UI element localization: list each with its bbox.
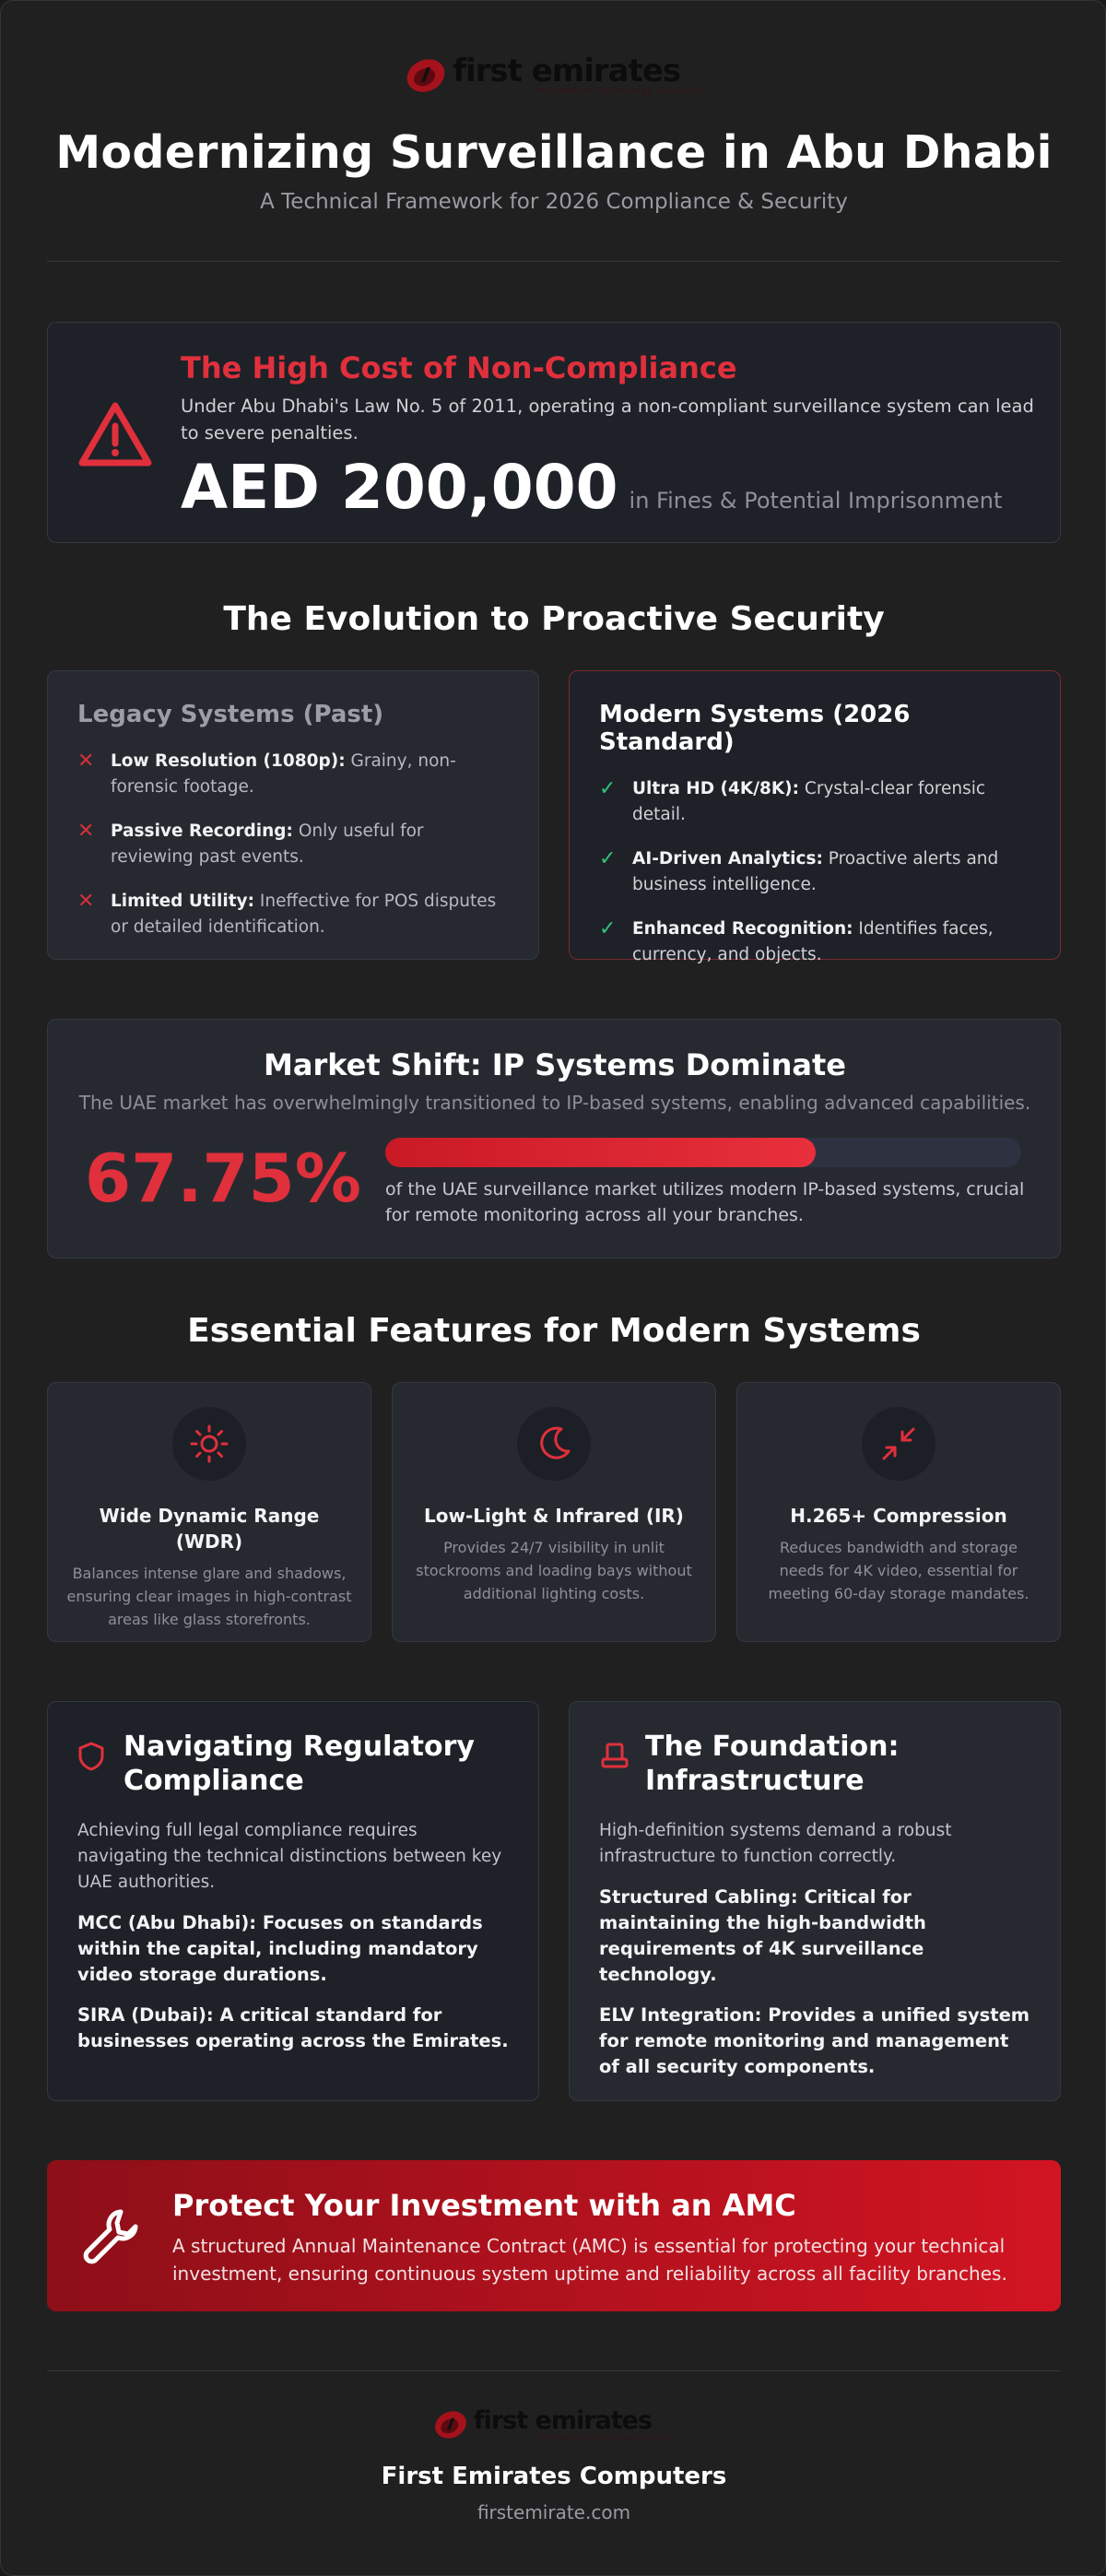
market-title: Market Shift: IP Systems Dominate [264,1047,846,1082]
moon-icon [517,1407,591,1481]
shield-icon [77,1741,124,1776]
modern-title: Modern Systems (2026 Standard) [599,701,911,756]
market-subtitle: The UAE market has overwhelmingly transitioned to IP-based systems, enabling advanced capabilities. [78,1092,1031,1114]
list-item: ✕ Low Resolution (1080p): Grainy, non-forensic footage. [77,749,509,800]
divider [47,2370,1061,2371]
market-percent: 67.75% [85,1140,361,1217]
list-item: ✓ Ultra HD (4K/8K): Crystal-clear forensic detail. [599,776,1030,828]
check-icon: ✓ [599,847,617,870]
brand-logo [47,54,1061,97]
compliance-title: Navigating Regulatory Compliance [124,1731,475,1797]
feature-card-compression [736,1382,1061,1642]
legacy-systems-card [47,670,539,960]
legacy-title: Legacy Systems (Past) [77,701,384,728]
amc-banner [47,2160,1061,2311]
brand-name: first emirates [473,2406,653,2435]
check-icon: ✓ [599,777,617,800]
brand-logo-mark-icon [433,2407,468,2442]
brand-name: first emirates [453,53,681,89]
feature-text: Reduces bandwidth and storage needs for 4K video, essential for meeting 60-day storage mandates. [768,1539,1030,1602]
server-icon [599,1741,645,1776]
market-progress-bar [385,1138,1021,1167]
list-item: ✓ Enhanced Recognition: Identifies faces, currency, and objects. [599,916,1030,968]
amc-text: A structured Annual Maintenance Contract (AMC) is essential for protecting your technical investment, ensuring continuous system uptime and reliability across all facility branches. [172,2235,1007,2285]
amc-title: Protect Your Investment with an AMC [172,2188,796,2223]
cross-icon: ✕ [77,750,95,773]
warning-triangle-icon [77,401,153,471]
page-title: Modernizing Surveillance in Abu Dhabi [55,126,1053,179]
cross-icon: ✕ [77,820,95,843]
divider [47,261,1061,262]
brand-tagline: Information Technology Solutions [535,87,703,96]
brand-logo-mark-icon [405,54,447,97]
compliance-card [47,1701,539,2101]
feature-title: H.265+ Compression [790,1505,1007,1527]
sun-icon [172,1407,246,1481]
footer-website-link[interactable]: firstemirate.com [477,2501,631,2523]
alert-heading: The High Cost of Non-Compliance [181,350,737,385]
compliance-point-mcc: MCC (Abu Dhabi): Focuses on standards within the capital, including mandatory video storage durations. [77,1912,483,1985]
footer-company: First Emirates Computers [381,2463,727,2490]
infrastructure-title: The Foundation: Infrastructure [645,1731,900,1797]
header [47,54,1061,214]
infrastructure-point-elv: ELV Integration: Provides a unified system for remote monitoring and management of all security components. [599,2004,1030,2077]
market-caption: of the UAE surveillance market utilizes modern IP-based systems, crucial for remote monitoring across all your branches. [385,1179,1025,1225]
feature-title: Wide Dynamic Range (WDR) [99,1505,320,1553]
list-item: ✓ AI-Driven Analytics: Proactive alerts and business intelligence. [599,846,1030,898]
feature-title: Low-Light & Infrared (IR) [424,1505,684,1527]
list-item: ✕ Passive Recording: Only useful for reviewing past events. [77,819,509,870]
infrastructure-text: High-definition systems demand a robust infrastructure to function correctly. [599,1821,952,1866]
feature-text: Provides 24/7 visibility in unlit stockrooms and loading bays without additional lighting costs. [416,1539,692,1602]
alert-text: Under Abu Dhabi's Law No. 5 of 2011, operating a non-compliant surveillance system can lead to severe penalties. [181,396,1034,443]
non-compliance-alert [47,322,1061,543]
evolution-title: The Evolution to Proactive Security [223,600,885,638]
infrastructure-card [569,1701,1061,2101]
page-subtitle: A Technical Framework for 2026 Compliance & Security [260,190,848,214]
footer-logo [47,2407,1061,2442]
market-progress-fill [385,1138,816,1167]
brand-tagline: Information Technology Solutions [537,2434,676,2441]
check-icon: ✓ [599,917,617,940]
feature-text: Balances intense glare and shadows, ensuring clear images in high-contrast areas like glass storefronts. [66,1565,352,1628]
footer [47,2407,1061,2523]
feature-card-wdr [47,1382,371,1642]
market-shift-card [47,1019,1061,1258]
infrastructure-point-cabling: Structured Cabling: Critical for maintaining the high-bandwidth requirements of 4K surveillance technology. [599,1886,926,1985]
modern-systems-card [569,670,1061,964]
wrench-icon [80,2206,141,2271]
list-item: ✕ Limited Utility: Ineffective for POS disputes or detailed identification. [77,889,509,940]
cross-icon: ✕ [77,890,95,913]
compliance-text: Achieving full legal compliance requires navigating the technical distinctions between key UAE authorities. [77,1821,502,1892]
compliance-point-sira: SIRA (Dubai): A critical standard for businesses operating across the Emirates. [77,2004,509,2051]
fine-amount: AED 200,000 in Fines & Potential Imprisonment [181,452,1003,523]
feature-card-lowlight [392,1382,716,1642]
fine-note: in Fines & Potential Imprisonment [629,488,1003,514]
features-title: Essential Features for Modern Systems [187,1312,921,1350]
compress-icon [862,1407,935,1481]
